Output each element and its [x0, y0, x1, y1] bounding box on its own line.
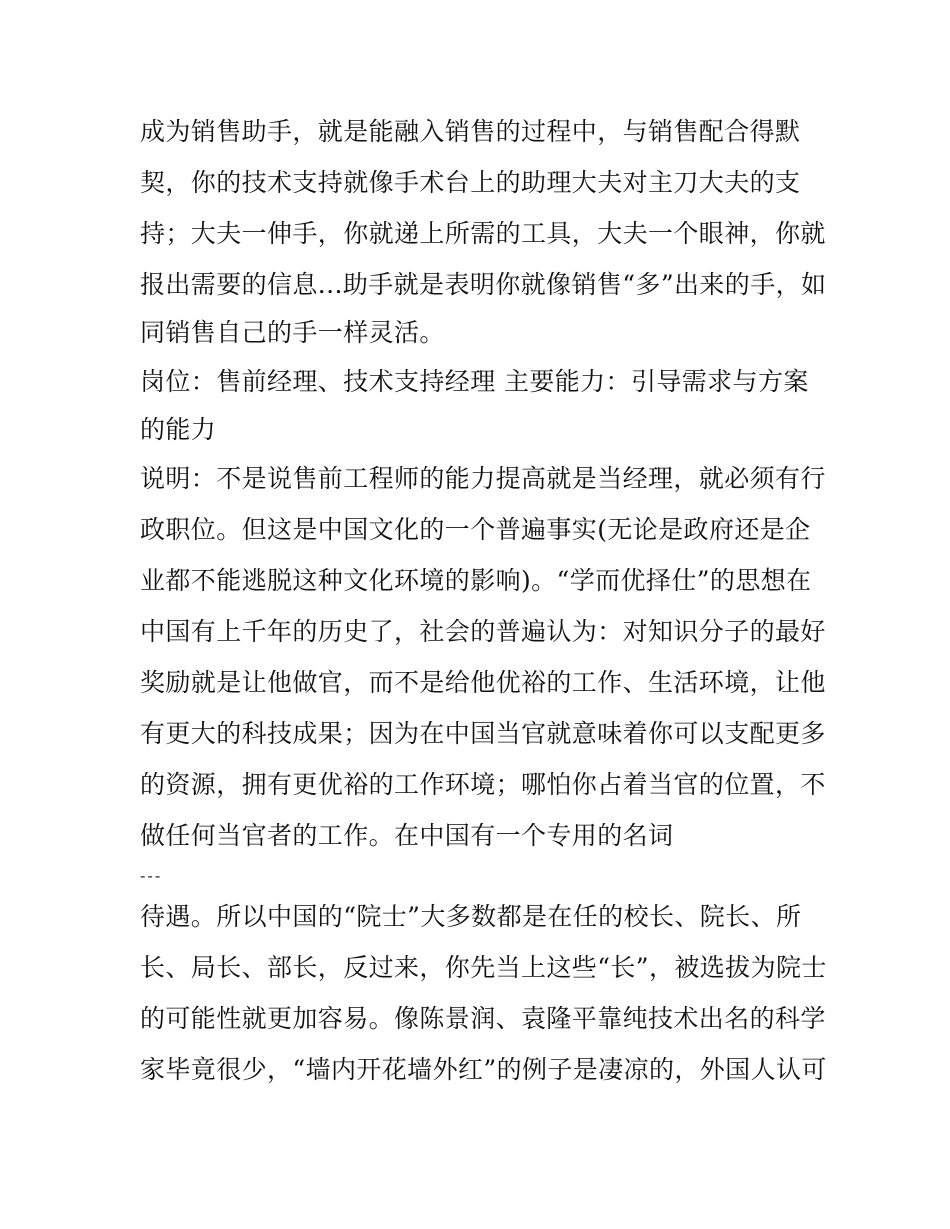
text-line: 成为销售助手，就是能融入销售的过程中，与销售配合得默 — [140, 117, 801, 146]
page-separator: --- — [140, 866, 163, 885]
text-line: 业都不能逃脱这种文化环境的影响)。“学而优择仕”的思想在 — [140, 566, 812, 595]
paragraph-explanation — [140, 453, 826, 861]
text-line: 契，你的技术支持就像手术台上的助理大夫对主刀大夫的支 — [140, 168, 801, 197]
text-line: 同销售自己的手一样灵活。 — [140, 318, 445, 347]
paragraph-treatment — [140, 891, 827, 1095]
text-line: 岗位：售前经理、技术支持经理 主要能力：引导需求与方案 — [140, 367, 809, 396]
text-line: 持；大夫一伸手，你就递上所需的工具，大夫一个眼神，你就 — [140, 219, 826, 248]
text-line: 中国有上千年的历史了，社会的普遍认为：对知识分子的最好 — [140, 617, 826, 646]
text-line: 的资源，拥有更优裕的工作环境；哪怕你占着当官的位置，不 — [140, 770, 826, 799]
text-line: 的能力 — [140, 415, 217, 444]
text-line: 奖励就是让他做官，而不是给他优裕的工作、生活环境，让他 — [140, 668, 826, 697]
text-line: 家毕竟很少，“墙内开花墙外红”的例子是凄凉的，外国人认可 — [140, 1055, 827, 1084]
text-line: 说明：不是说售前工程师的能力提高就是当经理，就必须有行 — [140, 464, 826, 493]
paragraph-position — [140, 356, 820, 453]
text-line: 政职位。但这是中国文化的一个普遍事实(无论是政府还是企 — [140, 515, 811, 544]
text-line: 报出需要的信息...助手就是表明你就像销售“多”出来的手，如 — [140, 270, 827, 299]
document-body — [140, 106, 827, 1095]
text-line: 做任何当官者的工作。在中国有一个专用的名词 — [140, 821, 674, 850]
text-line: 的可能性就更加容易。像陈景润、袁隆平靠纯技术出名的科学 — [140, 1004, 826, 1033]
text-line: 待遇。所以中国的“院士”大多数都是在任的校长、院长、所 — [140, 902, 802, 931]
text-line: 长、局长、部长，反过来，你先当上这些“长”，被选拔为院士 — [140, 953, 827, 982]
paragraph-sales-assistant — [140, 106, 827, 356]
text-line: 有更大的科技成果；因为在中国当官就意味着你可以支配更多 — [140, 719, 826, 748]
